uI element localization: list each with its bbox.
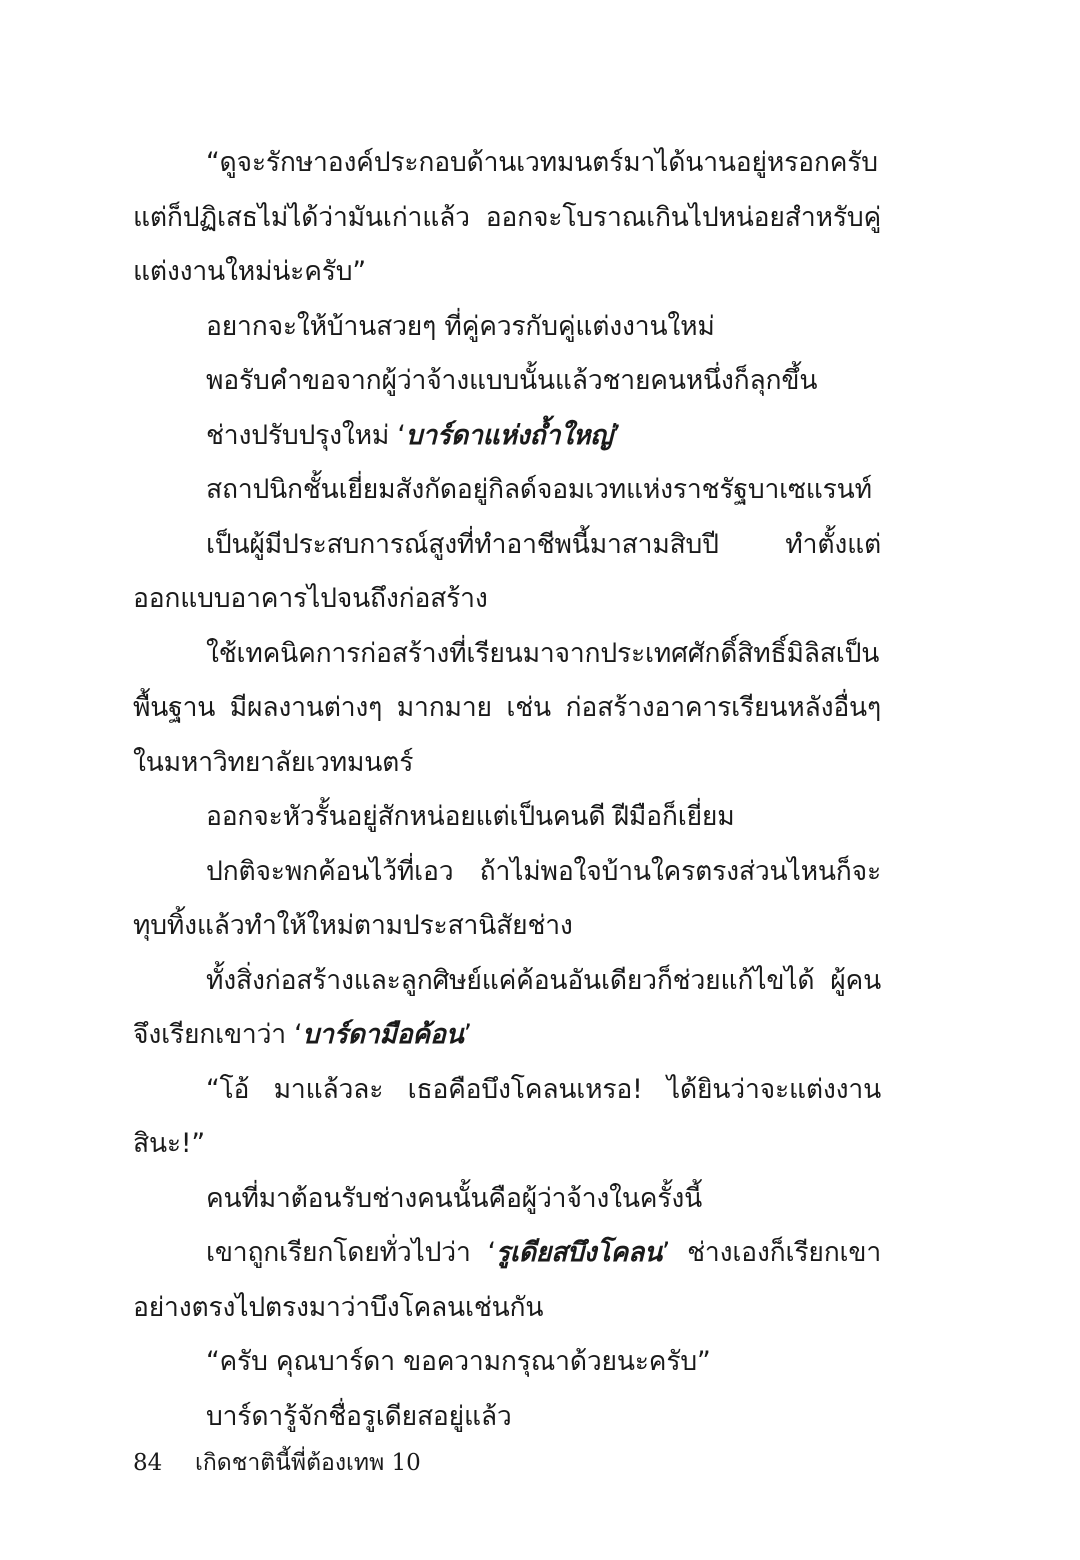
paragraph-text: ’ ช่างเองก็เรียกเขาอย่างตรงไปตรงมาว่าบึงโคลนเช่นกัน	[133, 1237, 881, 1323]
paragraph-text: ช่างปรับปรุงใหม่ ‘	[206, 419, 406, 451]
paragraph-text: ใช้เทคนิคการก่อสร้างที่เรียนมาจากประเทศศักดิ์สิทธิ์มิลิสเป็นพื้นฐาน มีผลงานต่างๆ มากมาย เช่น ก่อสร้างอาคารเรียนหลังอื่นๆ ในมหาวิทยาลัยเวทมนตร์	[133, 637, 881, 778]
paragraph	[133, 954, 881, 1063]
page-number: 84	[133, 1450, 163, 1476]
paragraph	[133, 518, 881, 627]
paragraph	[133, 354, 881, 409]
paragraph	[133, 136, 881, 300]
paragraph-text: สถาปนิกชั้นเยี่ยมสังกัดอยู่กิลด์จอมเวทแห่งราชรัฐบาเซแรนท์	[206, 474, 872, 505]
paragraph	[133, 1063, 881, 1172]
paragraph-text: เป็นผู้มีประสบการณ์สูงที่ทำอาชีพนี้มาสามสิบปี ทำตั้งแต่ออกแบบอาคารไปจนถึงก่อสร้าง	[133, 528, 881, 614]
page-footer	[133, 1449, 421, 1477]
paragraph	[133, 1226, 881, 1335]
paragraph-text: ’	[463, 1019, 472, 1050]
paragraph-text: เขาถูกเรียกโดยทั่วไปว่า ‘	[206, 1237, 496, 1268]
paragraph	[133, 1335, 881, 1390]
paragraph	[133, 790, 881, 845]
paragraph-text: คนที่มาต้อนรับช่างคนนั้นคือผู้ว่าจ้างในครั้งนี้	[206, 1182, 702, 1214]
emphasized-name: รูเดียสบึงโคลน	[495, 1237, 662, 1268]
paragraph-text: ทั้งสิ่งก่อสร้างและลูกศิษย์แค่ค้อนอันเดียวก็ช่วยแก้ไขได้ ผู้คนจึงเรียกเขาว่า ‘	[133, 964, 881, 1050]
emphasized-name: บาร์ดาแห่งถ้ำใหญ่	[405, 419, 613, 451]
paragraph-text: “ครับ คุณบาร์ดา ขอความกรุณาด้วยนะครับ”	[206, 1346, 711, 1377]
body-text	[133, 136, 881, 1444]
paragraph-text: พอรับคำขอจากผู้ว่าจ้างแบบนั้นแล้วชายคนหนึ่งก็ลุกขึ้น	[206, 365, 818, 396]
paragraph-text: ’	[612, 419, 621, 451]
paragraph-text: “ดูจะรักษาองค์ประกอบด้านเวทมนตร์มาได้นานอยู่หรอกครับ แต่ก็ปฏิเสธไม่ได้ว่ามันเก่าแล้ว ออกจะโบราณเกินไปหน่อยสำหรับคู่แต่งงานใหม่น่ะครับ”	[133, 147, 881, 287]
paragraph	[133, 1390, 881, 1445]
paragraph-text: อยากจะให้บ้านสวยๆ ที่คู่ควรกับคู่แต่งงานใหม่	[206, 310, 715, 342]
paragraph	[133, 463, 881, 518]
paragraph	[133, 845, 881, 954]
paragraph-text: “โอ้ มาแล้วละ เธอคือบึงโคลนเหรอ! ได้ยินว่าจะแต่งงานสินะ!”	[133, 1073, 881, 1159]
paragraph-text: บาร์ดารู้จักชื่อรูเดียสอยู่แล้ว	[206, 1400, 512, 1432]
emphasized-name: บาร์ดามือค้อน	[302, 1019, 464, 1050]
paragraph	[133, 627, 881, 791]
paragraph	[133, 409, 881, 464]
paragraph	[133, 1172, 881, 1227]
paragraph-text: ออกจะหัวรั้นอยู่สักหน่อยแต่เป็นคนดี ฝีมือก็เยี่ยม	[206, 801, 735, 832]
book-title: เกิดชาตินี้พี่ต้องเทพ 10	[195, 1450, 421, 1476]
paragraph-text: ปกติจะพกค้อนไว้ที่เอว ถ้าไม่พอใจบ้านใครตรงส่วนไหนก็จะทุบทิ้งแล้วทำให้ใหม่ตามประสานิสัยช่าง	[133, 855, 881, 941]
paragraph	[133, 300, 881, 355]
